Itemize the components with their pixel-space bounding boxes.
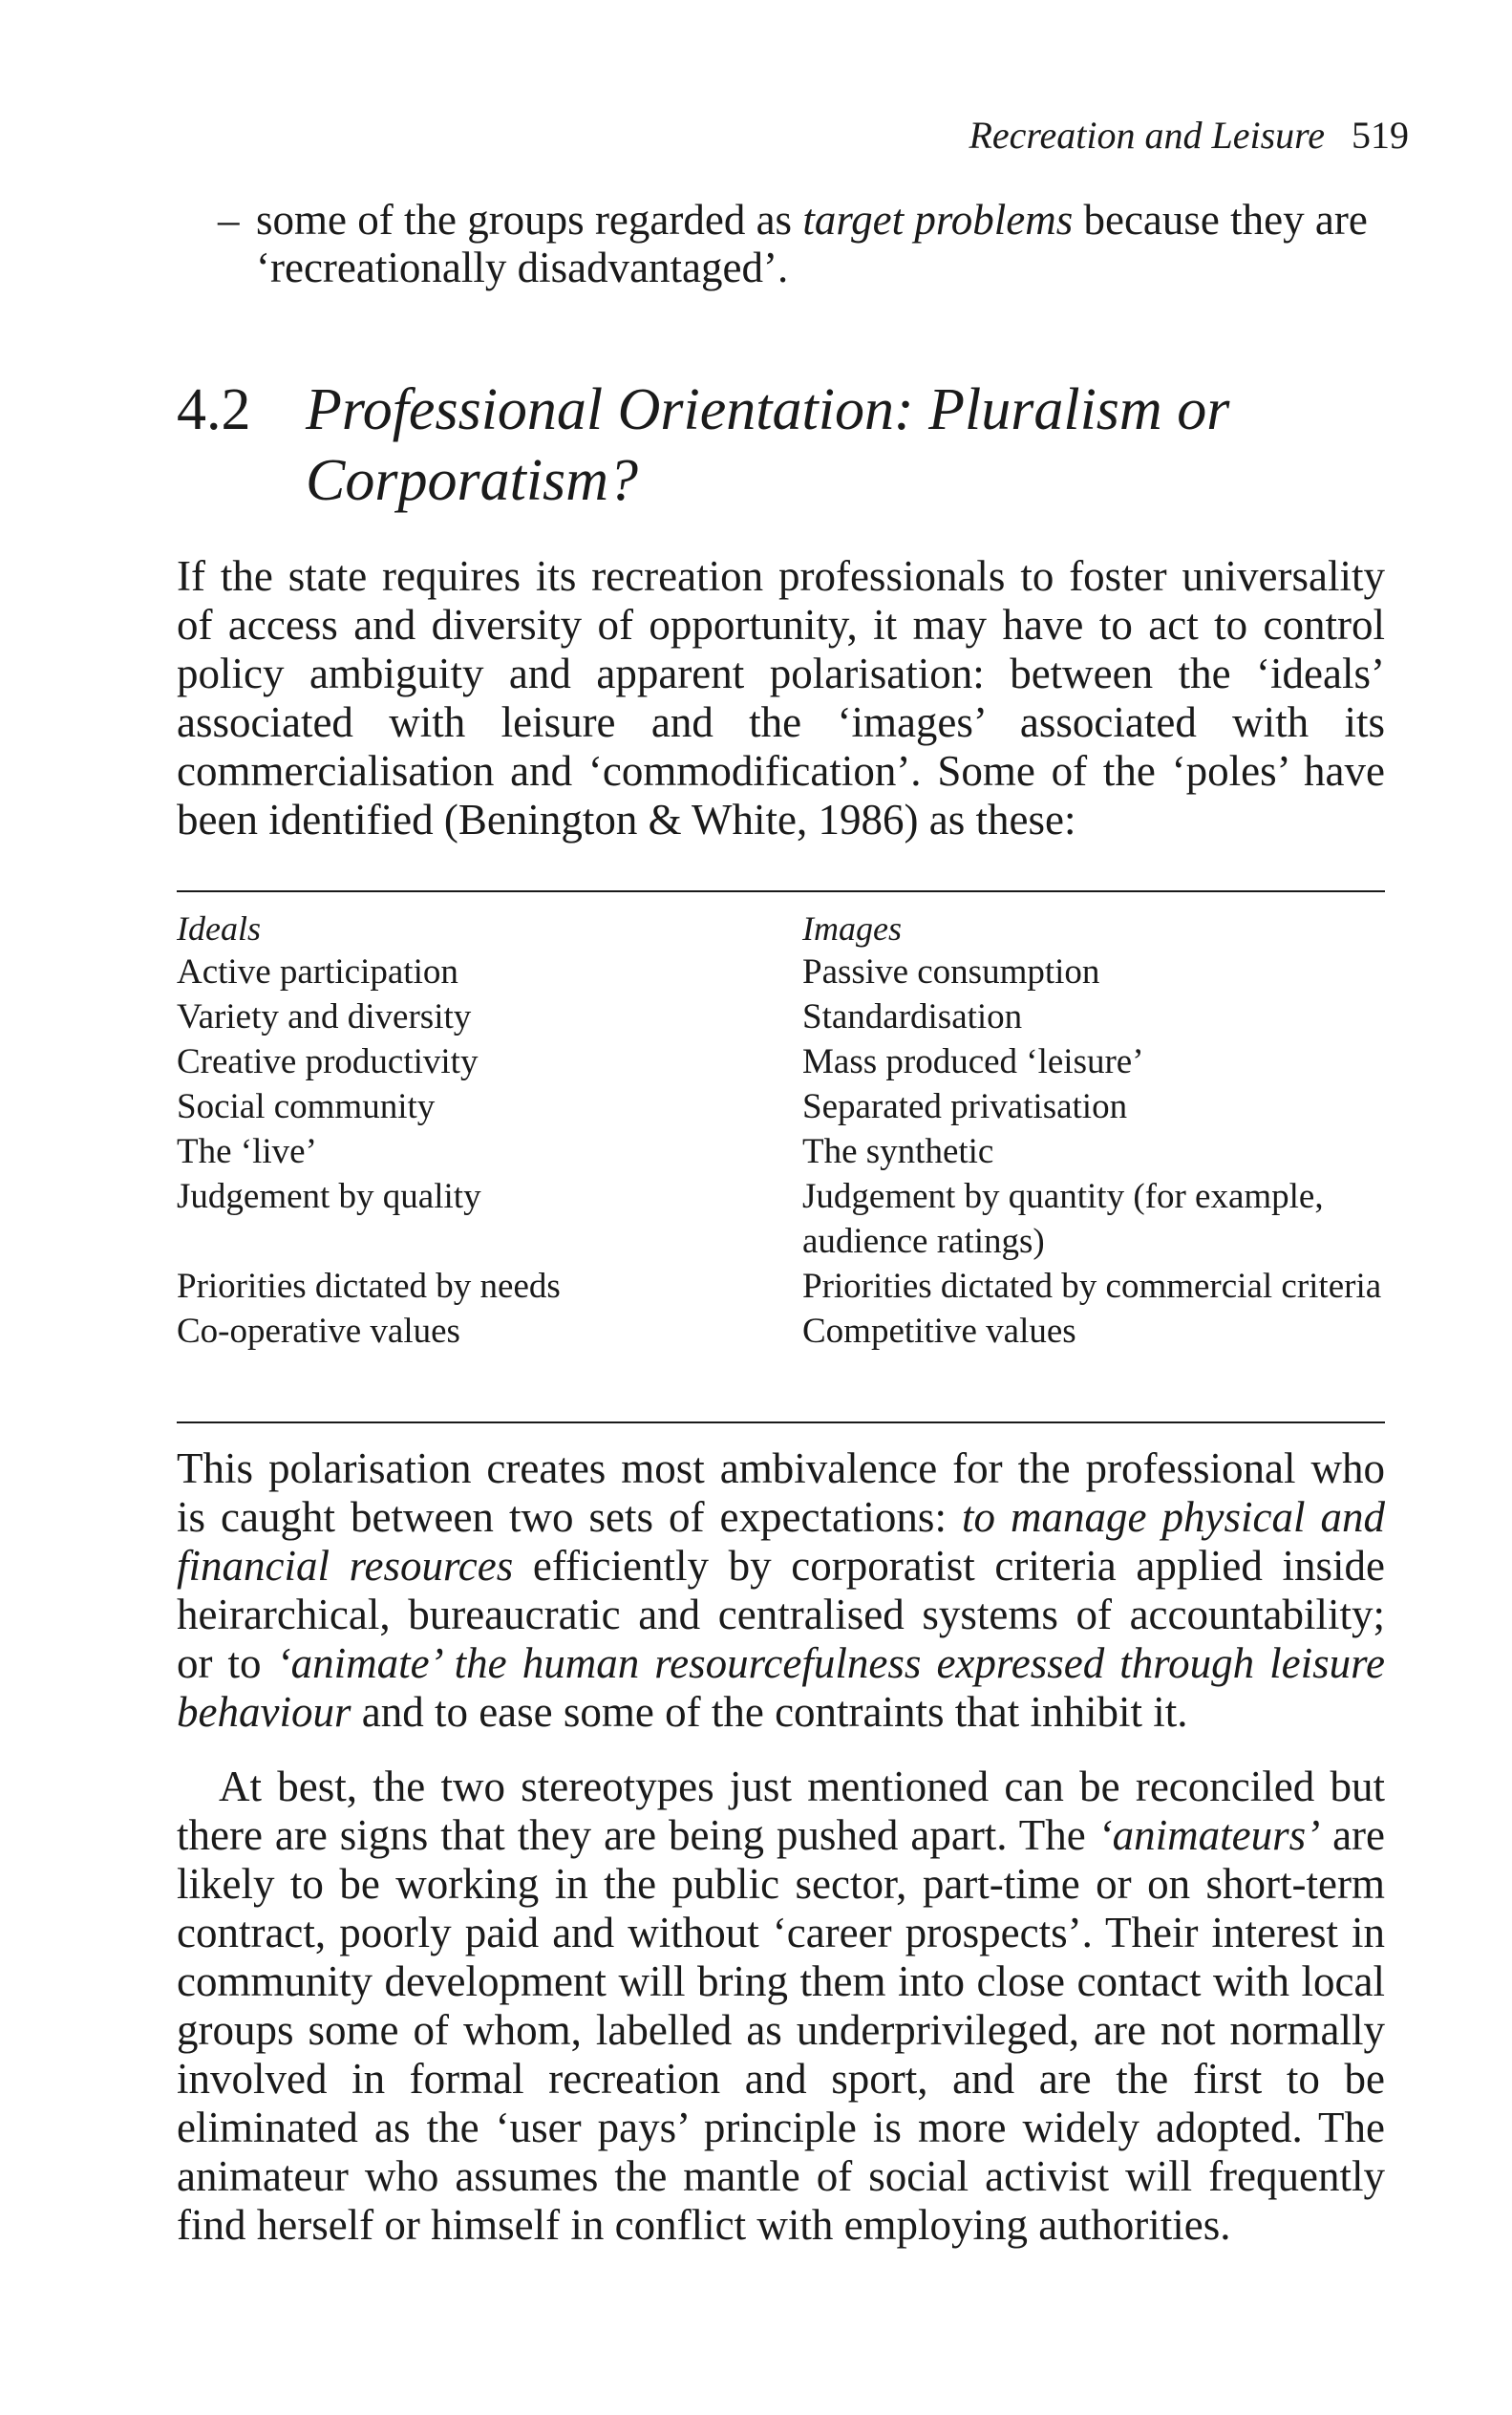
table-cell-image: Judgement by quantity (for example, audience ratings): [802, 1177, 1324, 1261]
continued-list-item: [218, 196, 1402, 291]
table-cell-image: Priorities dictated by commercial criteria: [802, 1267, 1382, 1306]
table-top-rule: [177, 890, 1385, 892]
table-row: [177, 1084, 1385, 1129]
list-dash: –: [218, 196, 240, 244]
paragraph-emphasis: ‘animateurs’: [1097, 1811, 1321, 1859]
paragraph-text: and to ease some of the contraints that inhibit it.: [351, 1688, 1188, 1736]
paragraph-polarisation: [177, 1444, 1385, 1737]
paragraph-intro: If the state requires its recreation professionals to foster universality of access and diversity of opportunity, it may have to act to control policy ambiguity and apparent polarisation: between the ‘ideals’ associated with leisure and the ‘images’ associated with its commercialisation and ‘commodification’. Some of the ‘poles’ have been identified (Benington & White, 1986) as these:: [177, 552, 1385, 844]
table-cell-image: Mass produced ‘leisure’: [802, 1042, 1144, 1081]
section-number: 4.2: [177, 377, 251, 442]
paragraph-text: At best, the two stereotypes just mentioned can be reconciled but there are signs that they are being pushed apart. The: [177, 1763, 1385, 1859]
table-row: [177, 1309, 1385, 1354]
table-cell-image: Competitive values: [802, 1312, 1076, 1351]
table-cell-ideal: Co-operative values: [177, 1312, 460, 1351]
running-head-title: Recreation and Leisure: [969, 114, 1325, 157]
running-head: [969, 113, 1409, 159]
table-cell-image: Standardisation: [802, 997, 1023, 1037]
table-header-row: [177, 908, 1385, 950]
paragraph-text: This polarisation creates most ambivalence for the professional who is caught between two sets of expectations:: [177, 1444, 1385, 1541]
ideals-images-table: [177, 908, 1385, 1354]
table-cell-ideal: Active participation: [177, 952, 458, 992]
section-title: Professional Orientation: Pluralism or Corporatism?: [306, 377, 1230, 513]
table-cell-ideal: The ‘live’: [177, 1132, 317, 1171]
continuation-text-start: some of the groups regarded as: [256, 196, 803, 244]
table-row: [177, 1264, 1385, 1309]
table-cell-ideal: Priorities dictated by needs: [177, 1267, 561, 1306]
header-ideals: Ideals: [177, 909, 261, 948]
table-cell-image: Separated privatisation: [802, 1087, 1128, 1126]
table-row: [177, 994, 1385, 1039]
table-cell-ideal: Social community: [177, 1087, 436, 1126]
table-cell-ideal: Judgement by quality: [177, 1177, 481, 1216]
table-cell-image: Passive consumption: [802, 952, 1100, 992]
table-row: [177, 1174, 1385, 1264]
table-row: [177, 950, 1385, 994]
paragraph-emphasis: to manage physical and financial resources: [177, 1493, 1385, 1590]
paragraph-text: efficiently by corporatist criteria applied inside heirarchical, bureaucratic and centralised systems of accountability; or to: [177, 1542, 1385, 1687]
table-bottom-rule: [177, 1421, 1385, 1423]
paragraph-emphasis: ‘animate’ the human resourcefulness expressed through leisure behaviour: [177, 1639, 1385, 1736]
table-cell-ideal: Creative productivity: [177, 1042, 479, 1081]
table-row: [177, 1129, 1385, 1174]
header-images: Images: [802, 909, 902, 948]
table-row: [177, 1039, 1385, 1084]
table-cell-ideal: Variety and diversity: [177, 997, 472, 1037]
table-cell-image: The synthetic: [802, 1132, 994, 1171]
paragraph-text: are likely to be working in the public sector, part-time or on short-term contract, poorly paid and without ‘career prospects’. Their interest in community development will bring them into close contact with local groups some of whom, labelled as underprivileged, are not normally involved in formal recreation and sport, and are the first to be eliminated as the ‘user pays’ principle is more widely adopted. The animateur who assumes the mantle of social activist will frequently find herself or himself in conflict with employing authorities.: [177, 1811, 1385, 2249]
continuation-text-end: because they are ‘recreationally disadvantaged’.: [256, 196, 1368, 291]
continuation-emphasis: target problems: [802, 196, 1074, 244]
paragraph-stereotypes: [177, 1763, 1385, 2250]
page-number: 519: [1352, 114, 1409, 157]
